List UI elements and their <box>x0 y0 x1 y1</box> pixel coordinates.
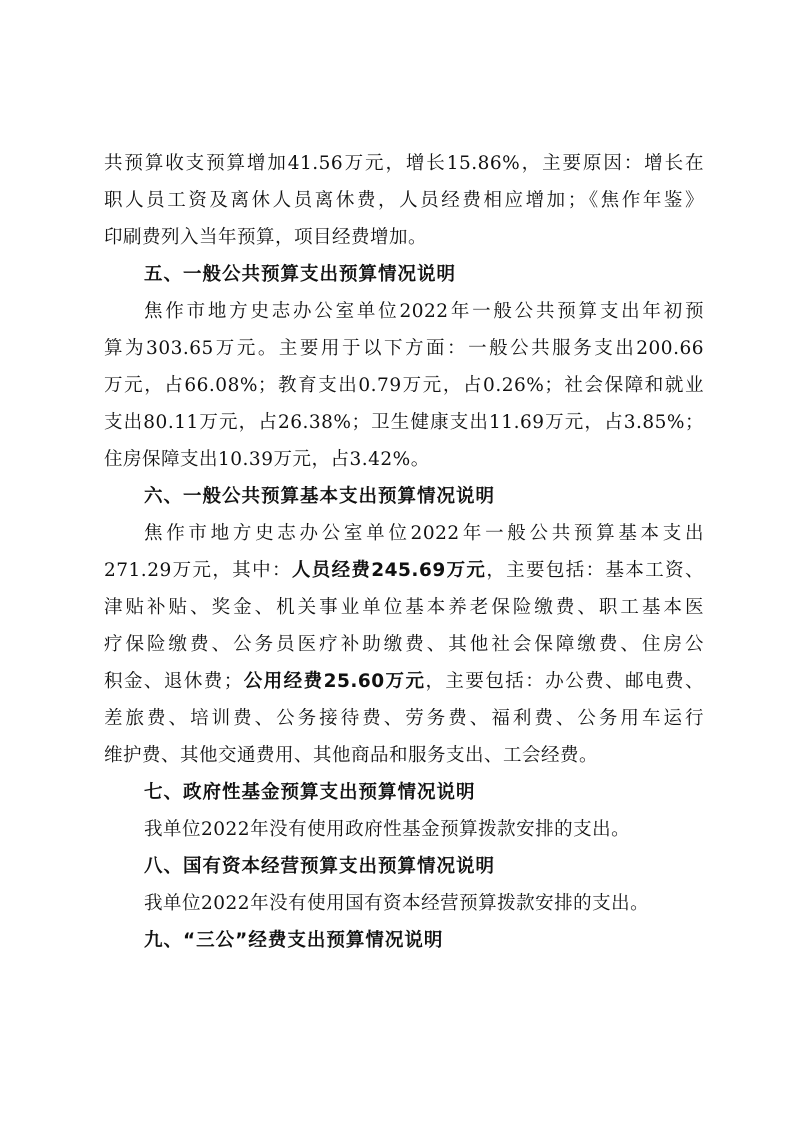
body-text-line: 焦作市地方史志办公室单位2022年一般公共预算支出年初预 <box>144 301 704 322</box>
body-text-line: 我单位2022年没有使用国有资本经营预算拨款安排的支出。 <box>144 893 650 914</box>
text-span: 积金、退休费； <box>104 671 243 692</box>
document-page <box>104 145 704 959</box>
body-text-line: 焦作市地方史志办公室单位2022年一般公共预算基本支出 <box>144 523 704 544</box>
body-text-line <box>104 552 704 589</box>
text-span: 271.29万元，其中： <box>104 560 292 581</box>
section-heading-8: 八、国有资本经营预算支出预算情况说明 <box>144 856 496 877</box>
personnel-expense-amount: 人员经费245.69万元 <box>291 560 487 581</box>
text-span: ，主要包括：基本工资、 <box>486 560 705 581</box>
section-heading-5: 五、一般公共预算支出预算情况说明 <box>144 264 457 285</box>
body-text-line: 我单位2022年没有使用政府性基金预算拨款安排的支出。 <box>144 819 631 840</box>
body-text-line: 共预算收支预算增加41.56万元，增长15.86%，主要原因：增长在 <box>104 153 704 174</box>
body-text-line: 住房保障支出10.39万元，占3.42%。 <box>104 449 430 470</box>
body-text-line <box>104 663 704 700</box>
body-text-line: 维护费、其他交通费用、其他商品和服务支出、工会经费。 <box>104 745 599 766</box>
body-text-line: 支出80.11万元，占26.38%；卫生健康支出11.69万元，占3.85%； <box>104 412 704 433</box>
text-span: ，主要包括：办公费、邮电费、 <box>425 671 704 692</box>
public-expense-amount: 公用经费25.60万元 <box>242 671 426 692</box>
body-text-line: 津贴补贴、奖金、机关事业单位基本养老保险缴费、职工基本医 <box>104 597 704 618</box>
section-heading-6: 六、一般公共预算基本支出预算情况说明 <box>144 486 496 507</box>
section-heading-9: 九、“三公”经费支出预算情况说明 <box>144 930 444 951</box>
body-text-line: 疗保险缴费、公务员医疗补助缴费、其他社会保障缴费、住房公 <box>104 634 704 655</box>
body-text-line: 印刷费列入当年预算，项目经费增加。 <box>104 227 428 248</box>
body-text-line: 职人员工资及离休人员离休费，人员经费相应增加；《焦作年鉴》 <box>104 190 704 211</box>
body-text-line: 算为303.65万元。主要用于以下方面：一般公共服务支出200.66 <box>104 338 704 359</box>
body-text-line: 差旅费、培训费、公务接待费、劳务费、福利费、公务用车运行 <box>104 708 704 729</box>
section-heading-7: 七、政府性基金预算支出预算情况说明 <box>144 782 476 803</box>
body-text-line: 万元，占66.08%；教育支出0.79万元，占0.26%；社会保障和就业 <box>104 375 704 396</box>
